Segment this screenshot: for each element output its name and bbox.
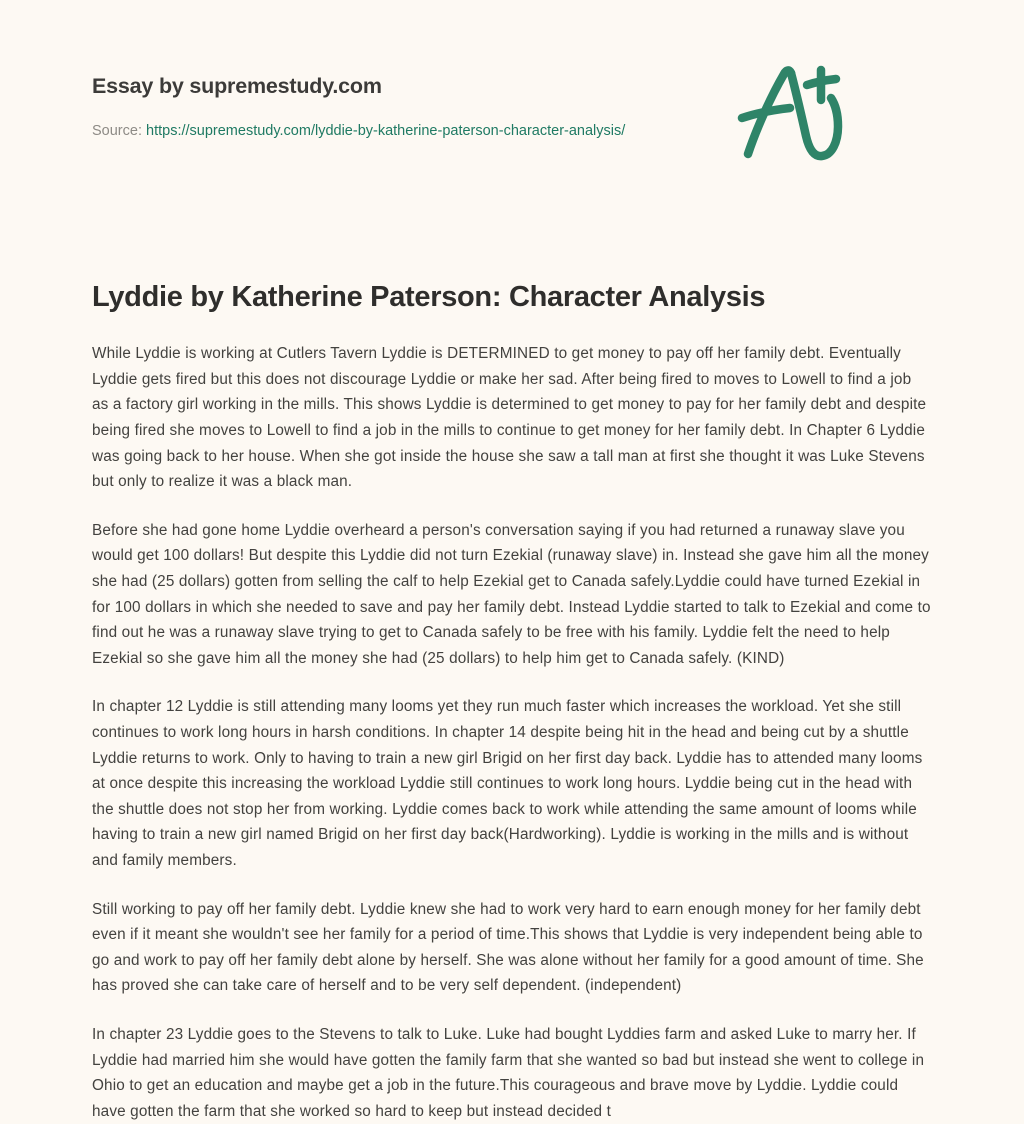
paragraph: Still working to pay off her family debt. Lyddie knew she had to work very hard to earn enough money for her family debt even if it meant she wouldn't see her family for a period of time.This shows that Lyddie is very independent being able to go and work to pay off her family debt alone by herself. She was alone without her family for a good amount of time. She has proved she can take care of herself and to be very self dependent. (independent) [92, 900, 924, 995]
source-url-link[interactable]: https://supremestudy.com/lyddie-by-katherine-paterson-character-analysis/ [146, 122, 626, 139]
page-header [92, 0, 932, 194]
paragraph: While Lyddie is working at Cutlers Tavern Lyddie is DETERMINED to get money to pay off her family debt. Eventually Lyddie gets fired but this does not discourage Lyddie or make her sad. After being fired to moves to Lowell to find a job as a factory girl working in the mills. This shows Lyddie is determined to get money to pay for her family debt and despite being fired she moves to Lowell to find a job in the mills to continue to get money for her family debt. In Chapter 6 Lyddie was going back to her house. When she got inside the house she saw a tall man at first she thought it was Luke Stevens but only to realize it was a black man. [92, 345, 927, 491]
page-title: Lyddie by Katherine Paterson: Character Analysis [92, 281, 766, 313]
paragraph: In chapter 12 Lyddie is still attending many looms yet they run much faster which increases the workload. Yet she still continues to work long hours in harsh conditions. In chapter 14 despite being hit in the head and being cut by a shuttle Lyddie returns to work. Only to having to train a new girl Brigid on her first day back. Lyddie has to attended many looms at once despite this increasing the workload Lyddie still continues to work long hours. Lyddie being cut in the head with the shuttle does not stop her from working. Lyddie comes back to work while attending the same amount of looms while having to train a new girl named Brigid on her first day back(Hardworking). Lyddie is working in the mills and is without and family members. [92, 698, 923, 869]
source-label: Source: [92, 122, 142, 139]
a-plus-logo-icon [728, 52, 858, 172]
essay-byline: Essay by supremestudy.com [92, 74, 382, 98]
article-body [92, 315, 932, 1124]
paragraph: Before she had gone home Lyddie overheard a person's conversation saying if you had returned a runaway slave you would get 100 dollars! But despite this Lyddie did not turn Ezekial (runaway slave) in. Instead she gave him all the money she had (25 dollars) gotten from selling the calf to help Ezekial get to Canada safely.Lyddie could have turned Ezekial in for 100 dollars in which she needed to save and pay her family debt. Instead Lyddie started to talk to Ezekial and come to find out he was a runaway slave trying to get to Canada safely to be free with his family. Lyddie felt the need to help Ezekial so she gave him all the money she had (25 dollars) to help him get to Canada safely. (KIND) [92, 521, 931, 667]
paragraph: In chapter 23 Lyddie goes to the Stevens to talk to Luke. Luke had bought Lyddies farm and asked Luke to marry her. If Lyddie had married him she would have gotten the family farm that she wanted so bad but instead she went to college in Ohio to get an education and maybe get a job in the future.This courageous and brave move by Lyddie. Lyddie could have gotten the farm that she worked so hard to keep but instead decided t [92, 1025, 925, 1120]
